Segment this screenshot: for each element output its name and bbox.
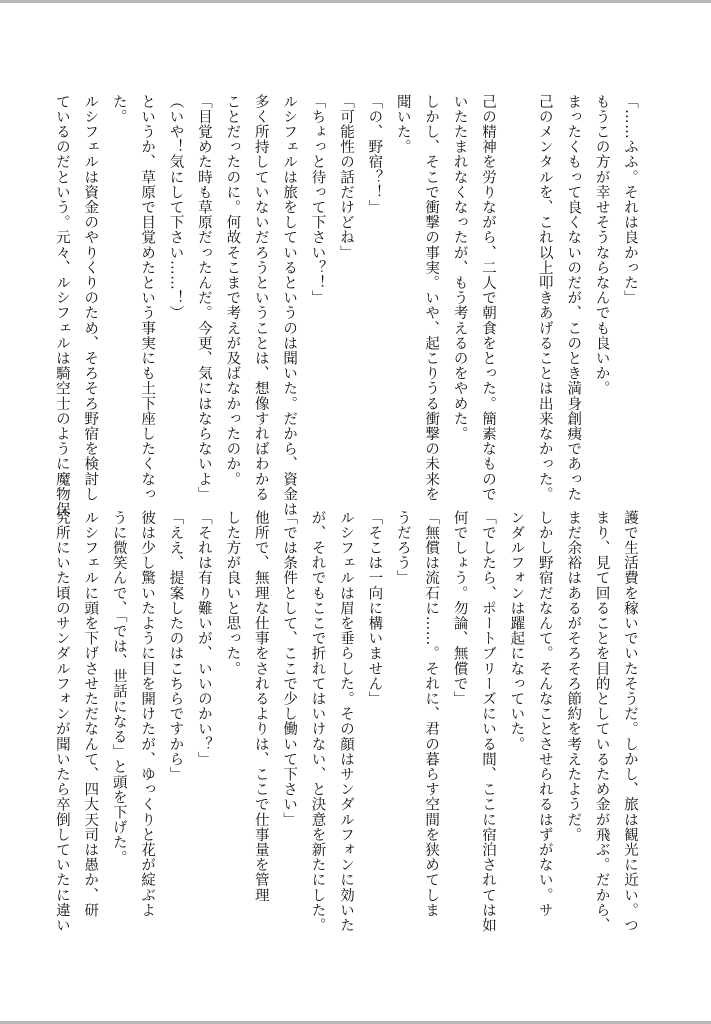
text-line: 究所にいた頃のサンダルフォンが聞いたら卒倒していたに違い [53, 510, 70, 933]
text-line: まだ余裕はあるがそろそろ節約を考えたようだ。 [565, 510, 582, 843]
text-line: ているのだという。元々、ルシフェルは騎空士のように魔物保 [53, 94, 70, 517]
text-line: 己の精神を労りながら、二人で朝食をとった。簡素なもので [479, 94, 496, 502]
text-line: 彼は少し驚いたように目を開けたが、ゆっくりと花が綻ぶよ [139, 510, 156, 918]
text-line: 聞いた。 [394, 94, 411, 155]
text-line: ことだったのに。何故そこまで考えが及ばなかったのか。 [224, 94, 241, 487]
text-line: というか、草原で目覚めたという事実にも土下座したくなっ [139, 94, 156, 502]
text-line: いたたまれなくなったが、もう考えるのをやめた。 [451, 94, 468, 442]
text-line: 護で生活費を稼いでいたそうだ。しかし、旅は観光に近い。つ [622, 510, 638, 933]
text-line: 「の、野宿？！」 [366, 94, 383, 215]
text-line: 多く所持していないだろうということは、想像すればわかる [252, 94, 269, 502]
text-line: 「目覚めた時も草原だったんだ。今更、気にはならないよ」 [195, 94, 212, 502]
text-line: 己のメンタルを、これ以上叩きあげることは出来なかった。 [536, 94, 553, 502]
text-line: ルシフェルに頭を下げさせただなんて、四大天司は愚か、研 [82, 510, 99, 918]
text-line: もうこの方が幸せそうならなんでも良いか。 [593, 94, 610, 396]
text-line: 「ちょっと待って下さい？！」 [309, 94, 326, 306]
text-line: 何でしょう。勿論、無償で」 [451, 510, 468, 707]
blank-line [502, 94, 530, 492]
text-line: た。 [110, 94, 127, 125]
text-line: 「無償は流石に……。それに、君の暮らす空間を狭めてしま [423, 510, 440, 918]
text-line: うだろう」 [394, 510, 411, 586]
text-line: ルシフェルは眉を垂らした。その顔はサンダルフォンに効いた [337, 510, 354, 933]
text-line: 他所で、無理な仕事をされるよりは、ここで仕事量を管理 [252, 510, 269, 903]
lower-text-block [53, 510, 644, 940]
text-line: まったくもって良くないのだが、このとき満身創痍であった [565, 94, 582, 502]
text-line: 「そこは一向に構いません」 [366, 510, 383, 707]
text-line: 「……ふふ。それは良かった」 [622, 94, 638, 306]
text-line: 「それは有り難いが、いいのかい？」 [195, 510, 212, 767]
text-line: 「ええ、提案したのはこちらですから」 [167, 510, 184, 782]
text-line: しかし野宿だなんて。そんなことさせられるはずがない。サ [536, 510, 553, 918]
text-line: が、それでもここで折れてはいけない、と決意を新たにした。 [309, 510, 326, 933]
text-line: まり、見て回ることを目的としているため金が飛ぶ。だから、 [593, 510, 610, 933]
text-line: した方が良いと思った。 [224, 510, 241, 677]
text-line: 「では条件として、ここで少し働いて下さい」 [281, 510, 298, 828]
text-line: （いや！気にして下さい……！） [167, 94, 184, 321]
text-line: ルシフェルは資金のやりくりのため、そろそろ野宿を検討し [82, 94, 99, 502]
text-line: うに微笑んで、「では、世話になる」と頭を下げた。 [110, 510, 127, 866]
text-line: ルシフェルは旅をしているというのは聞いた。だから、資金は [281, 94, 298, 517]
text-line: ンダルフォンは躍起になっていた。 [508, 510, 525, 752]
upper-text-block [53, 94, 644, 517]
text-line: 「可能性の話だけどね」 [337, 94, 354, 261]
text-line: 「でしたら、ポートブリーズにいる間、ここに宿泊されては如 [479, 510, 496, 933]
text-line: しかし、そこで衝撃の事実。いや、起こりうる衝撃の未来を [423, 94, 440, 502]
